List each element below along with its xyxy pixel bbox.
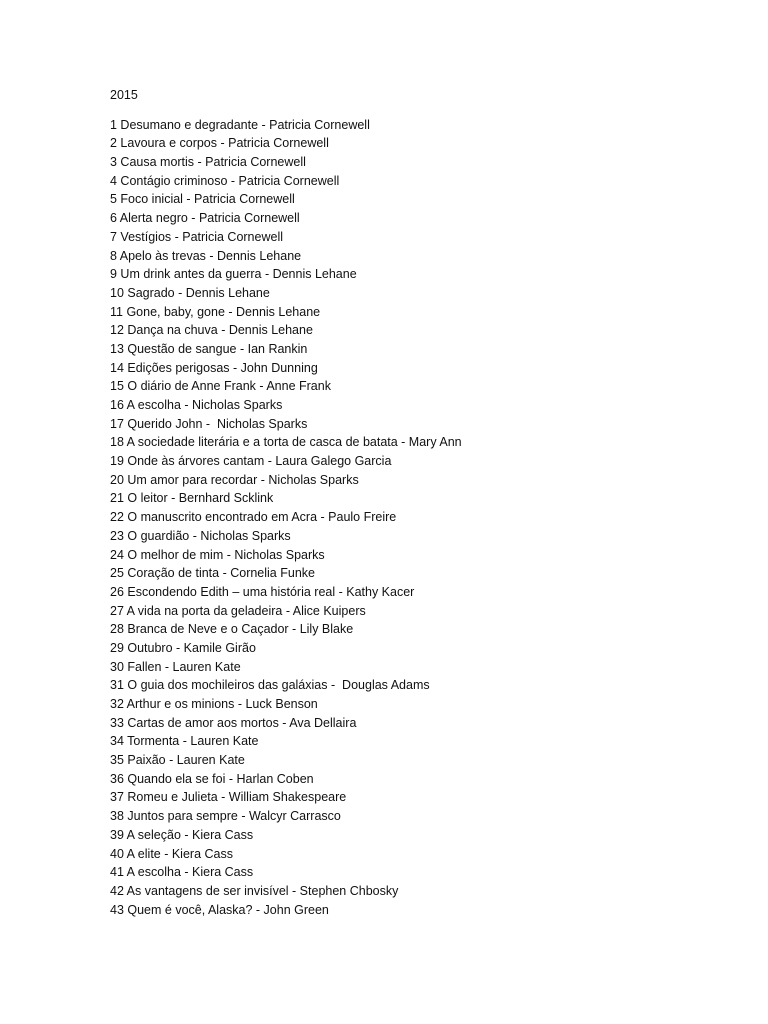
list-item: 15 O diário de Anne Frank - Anne Frank — [110, 379, 331, 394]
list-item: 2 Lavoura e corpos - Patricia Cornewell — [110, 136, 329, 151]
book-list — [110, 116, 730, 920]
list-item: 24 O melhor de mim - Nicholas Sparks — [110, 547, 325, 562]
list-item: 25 Coração de tinta - Cornelia Funke — [110, 566, 315, 581]
list-item: 36 Quando ela se foi - Harlan Coben — [110, 771, 314, 786]
list-item: 26 Escondendo Edith – uma história real - Kathy Kacer — [110, 584, 415, 599]
list-item: 23 O guardião - Nicholas Sparks — [110, 528, 291, 543]
list-item: 33 Cartas de amor aos mortos - Ava Dellaira — [110, 715, 357, 730]
list-item: 16 A escolha - Nicholas Sparks — [110, 398, 283, 412]
list-item: 29 Outubro - Kamile Girão — [110, 640, 256, 655]
list-item: 11 Gone, baby, gone - Dennis Lehane — [110, 304, 321, 319]
list-item: 5 Foco inicial - Patricia Cornewell — [110, 192, 295, 207]
list-item: 20 Um amor para recordar - Nicholas Sparks — [110, 472, 359, 487]
list-item: 13 Questão de sangue - Ian Rankin — [110, 341, 308, 356]
list-item: 1 Desumano e degradante - Patricia Cornewell — [110, 117, 370, 132]
list-item: 8 Apelo às trevas - Dennis Lehane — [110, 248, 302, 263]
list-item: 6 Alerta negro - Patricia Cornewell — [110, 211, 300, 226]
list-item: 21 O leitor - Bernhard Scklink — [110, 491, 274, 506]
list-item: 42 As vantagens de ser invisível - Stephen Chbosky — [110, 883, 399, 898]
list-item: 19 Onde às árvores cantam - Laura Galego Garcia — [110, 454, 392, 469]
list-item: 35 Paixão - Lauren Kate — [110, 753, 245, 768]
list-item: 3 Causa mortis - Patricia Cornewell — [110, 155, 306, 170]
list-item: 14 Edições perigosas - John Dunning — [110, 360, 318, 375]
list-item: 43 Quem é você, Alaska? - John Green — [110, 902, 329, 917]
year-heading: 2015 — [110, 88, 138, 102]
list-item: 30 Fallen - Lauren Kate — [110, 659, 241, 674]
list-item: 12 Dança na chuva - Dennis Lehane — [110, 323, 313, 338]
document-content — [110, 86, 730, 919]
list-item: 28 Branca de Neve e o Caçador - Lily Blake — [110, 622, 354, 637]
list-item: 39 A seleção - Kiera Cass — [110, 827, 254, 842]
list-item: 17 Querido John - Nicholas Sparks — [110, 416, 308, 431]
list-item: 4 Contágio criminoso - Patricia Cornewell — [110, 173, 340, 188]
list-item: 27 A vida na porta da geladeira - Alice Kuipers — [110, 603, 366, 618]
list-item: 37 Romeu e Julieta - William Shakespeare — [110, 790, 347, 805]
list-item: 40 A elite - Kiera Cass — [110, 846, 233, 861]
list-item: 10 Sagrado - Dennis Lehane — [110, 285, 270, 300]
list-item: 31 O guia dos mochileiros das galáxias - Douglas Adams — [110, 678, 430, 693]
list-item: 38 Juntos para sempre - Walcyr Carrasco — [110, 809, 341, 824]
list-item: 9 Um drink antes da guerra - Dennis Lehane — [110, 267, 357, 282]
list-item: 41 A escolha - Kiera Cass — [110, 865, 254, 880]
list-item: 22 O manuscrito encontrado em Acra - Paulo Freire — [110, 510, 397, 525]
list-item: 7 Vestígios - Patricia Cornewell — [110, 229, 283, 244]
list-item: 32 Arthur e os minions - Luck Benson — [110, 697, 318, 711]
list-item: 34 Tormenta - Lauren Kate — [110, 734, 259, 749]
list-item: 18 A sociedade literária e a torta de casca de batata - Mary Ann — [110, 435, 462, 450]
